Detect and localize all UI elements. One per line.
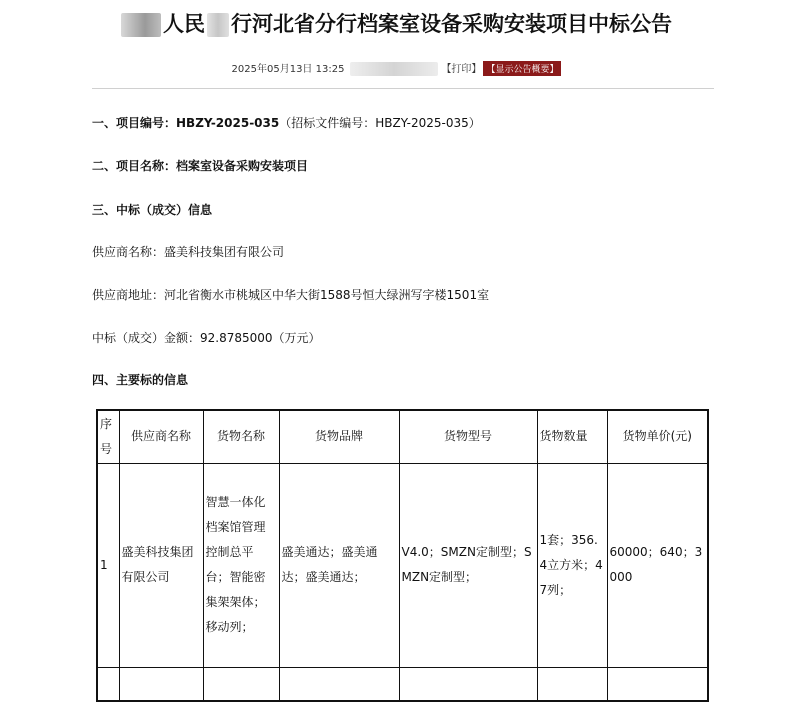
- meta-bar: [0, 60, 793, 76]
- empty-cell: [537, 667, 607, 701]
- project-number-line: [92, 114, 481, 131]
- title-part1: 人民: [163, 12, 205, 36]
- supplier-address: 供应商地址：河北省衡水市桃城区中华大街1588号恒大绿洲写字楼1501室: [92, 288, 490, 302]
- row-brand: 盛美通达；盛美通达；盛美通达；: [279, 463, 399, 667]
- empty-cell: [97, 667, 119, 701]
- table-empty-row: [97, 667, 708, 701]
- redacted-block: [350, 62, 438, 76]
- goods-table: [96, 409, 709, 702]
- tender-doc-number: （招标文件编号：HBZY-2025-035）: [279, 116, 481, 130]
- row-quantity: 1套；356.4立方米；47列；: [537, 463, 607, 667]
- col-header-quantity: 货物数量: [537, 410, 607, 463]
- print-link[interactable]: 【打印】: [441, 64, 482, 75]
- publish-date: 2025年05月13日 13:25: [231, 64, 345, 75]
- redacted-block: [121, 13, 161, 37]
- col-header-price: 货物单价(元): [607, 410, 708, 463]
- row-index: 1: [97, 463, 119, 667]
- empty-cell: [279, 667, 399, 701]
- show-summary-button[interactable]: 【显示公告概要】: [483, 61, 561, 76]
- page-title: [0, 8, 793, 38]
- table-header-row: [97, 410, 708, 463]
- empty-cell: [607, 667, 708, 701]
- empty-cell: [399, 667, 537, 701]
- project-name: 二、项目名称：档案室设备采购安装项目: [92, 159, 309, 173]
- col-header-supplier: 供应商名称: [119, 410, 203, 463]
- col-header-model: 货物型号: [399, 410, 537, 463]
- empty-cell: [119, 667, 203, 701]
- row-model: V4.0；SMZN定制型；SMZN定制型；: [399, 463, 537, 667]
- project-number: 一、项目编号：HBZY-2025-035: [92, 116, 280, 130]
- table-row: [97, 463, 708, 667]
- main-items-heading: 四、主要标的信息: [92, 373, 189, 387]
- col-header-index: 序号: [97, 410, 119, 463]
- col-header-brand: 货物品牌: [279, 410, 399, 463]
- divider: [92, 88, 714, 89]
- award-info-heading: 三、中标（成交）信息: [92, 203, 213, 217]
- redacted-block: [207, 13, 229, 37]
- col-header-goods-name: 货物名称: [203, 410, 279, 463]
- row-price: 60000；640；3000: [607, 463, 708, 667]
- award-amount: 中标（成交）金额：92.8785000（万元）: [92, 331, 321, 345]
- row-supplier: 盛美科技集团有限公司: [119, 463, 203, 667]
- supplier-name: 供应商名称：盛美科技集团有限公司: [92, 245, 285, 259]
- empty-cell: [203, 667, 279, 701]
- row-goods-name: 智慧一体化档案馆管理控制总平台；智能密集架架体；移动列；: [203, 463, 279, 667]
- title-part2: 行河北省分行档案室设备采购安装项目中标公告: [231, 12, 672, 36]
